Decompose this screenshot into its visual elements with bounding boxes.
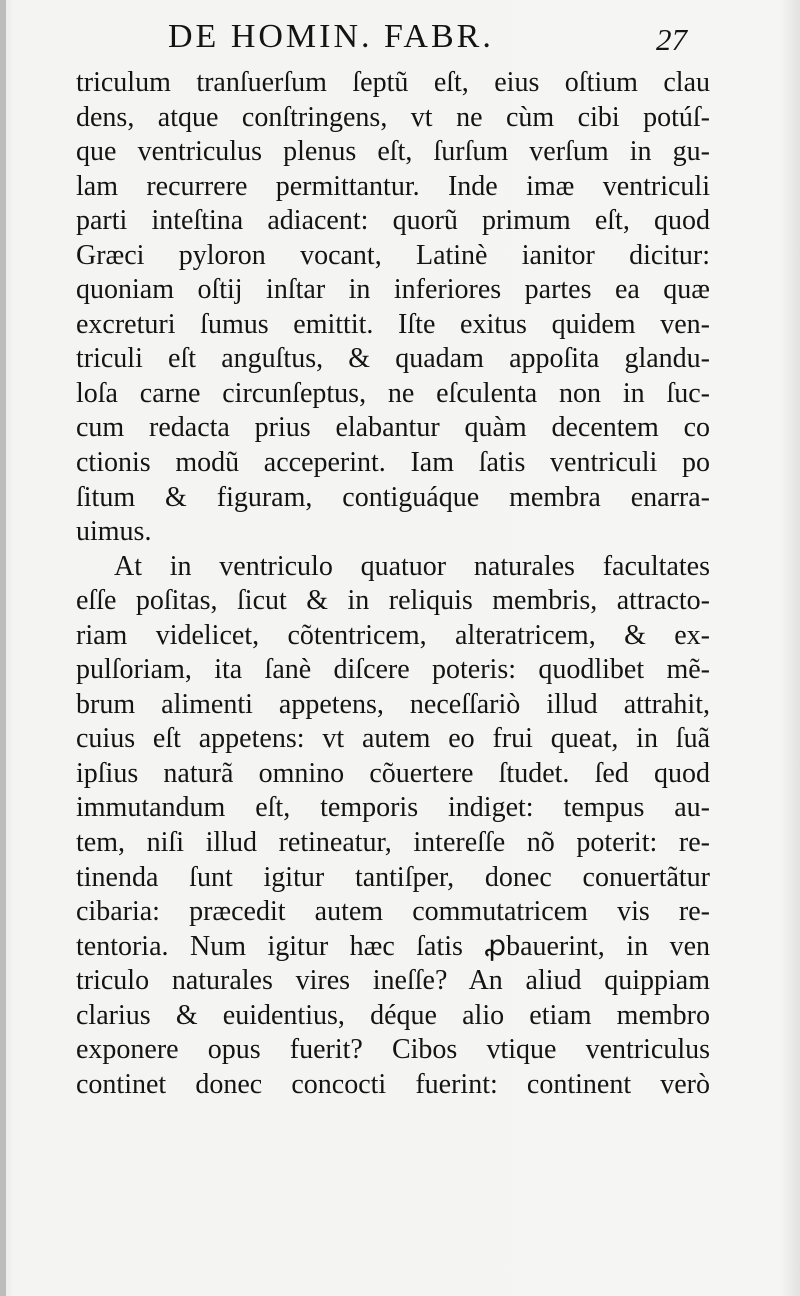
paragraph-start-line: At in ventriculo quatuor naturales facultates <box>114 550 710 582</box>
text-line: eſſe poſitas, ſicut & in reliquis membris, attracto- <box>76 585 710 617</box>
page-number: 27 <box>656 22 687 57</box>
text-line: quoniam oſtij inſtar in inferiores partes ea quæ <box>76 274 710 306</box>
text-line: immutandum eſt, temporis indiget: tempus au- <box>76 792 710 824</box>
text-line: triculi eſt anguſtus, & quadam appoſita glandu- <box>76 343 710 375</box>
text-line: loſa carne circunſeptus, ne eſculenta non in ſuc- <box>76 377 710 409</box>
text-line: triculum tranſuerſum ſeptũ eſt, eius oſtium clau <box>76 67 710 98</box>
text-line: Græci pyloron vocant, Latinè ianitor dicitur: <box>76 239 710 271</box>
body-text <box>76 66 710 1102</box>
text-line: parti inteſtina adiacent: quorũ primum eſt, quod <box>76 205 710 237</box>
text-line: uimus. <box>76 516 152 548</box>
text-line: brum alimenti appetens, neceſſariò illud attrahit, <box>76 688 710 720</box>
text-line: triculo naturales vires ineſſe? An aliud quippiam <box>76 965 710 997</box>
text-line: riam videlicet, cõtentricem, alteratricem, & ex- <box>76 619 710 651</box>
page-header <box>0 14 800 62</box>
text-line: que ventriculus plenus eſt, ſurſum verſum in gu- <box>76 136 710 168</box>
text-line: exponere opus fuerit? Cibos vtique ventriculus <box>76 1034 710 1066</box>
text-line: tentoria. Num igitur hæc ſatis ꝓbauerint, in ven <box>76 930 710 962</box>
text-line: tem, niſi illud retineatur, intereſſe nõ poterit: re- <box>76 827 710 859</box>
text-line: ſitum & figuram, contiguáque membra enarra- <box>76 481 710 513</box>
text-line: cibaria: præcedit autem commutatricem vis re- <box>76 896 710 928</box>
text-line: dens, atque conſtringens, vt ne cùm cibi potúſ- <box>76 101 710 133</box>
text-line: continet donec concocti fuerint: continent verò <box>76 1068 710 1100</box>
text-line: excreturi ſumus emittit. Iſte exitus quidem ven- <box>76 308 710 340</box>
text-line: pulſoriam, ita ſanè diſcere poteris: quodlibet mẽ- <box>76 654 710 686</box>
text-line: tinenda ſunt igitur tantiſper, donec conuertãtur <box>76 861 710 893</box>
text-line: cuius eſt appetens: vt autem eo frui queat, in ſuã <box>76 723 710 755</box>
page-gutter-shadow <box>0 0 6 1296</box>
running-head: DE HOMIN. FABR. <box>168 18 494 55</box>
text-line: ctionis modũ acceperint. Iam ſatis ventriculi po <box>76 447 710 479</box>
text-line: cum redacta prius elabantur quàm decentem co <box>76 412 710 444</box>
text-line: clarius & euidentius, déque alio etiam membro <box>76 999 710 1031</box>
text-line: lam recurrere permittantur. Inde imæ ventriculi <box>76 170 710 202</box>
text-line: ipſius naturã omnino cõuertere ſtudet. ſed quod <box>76 757 710 789</box>
